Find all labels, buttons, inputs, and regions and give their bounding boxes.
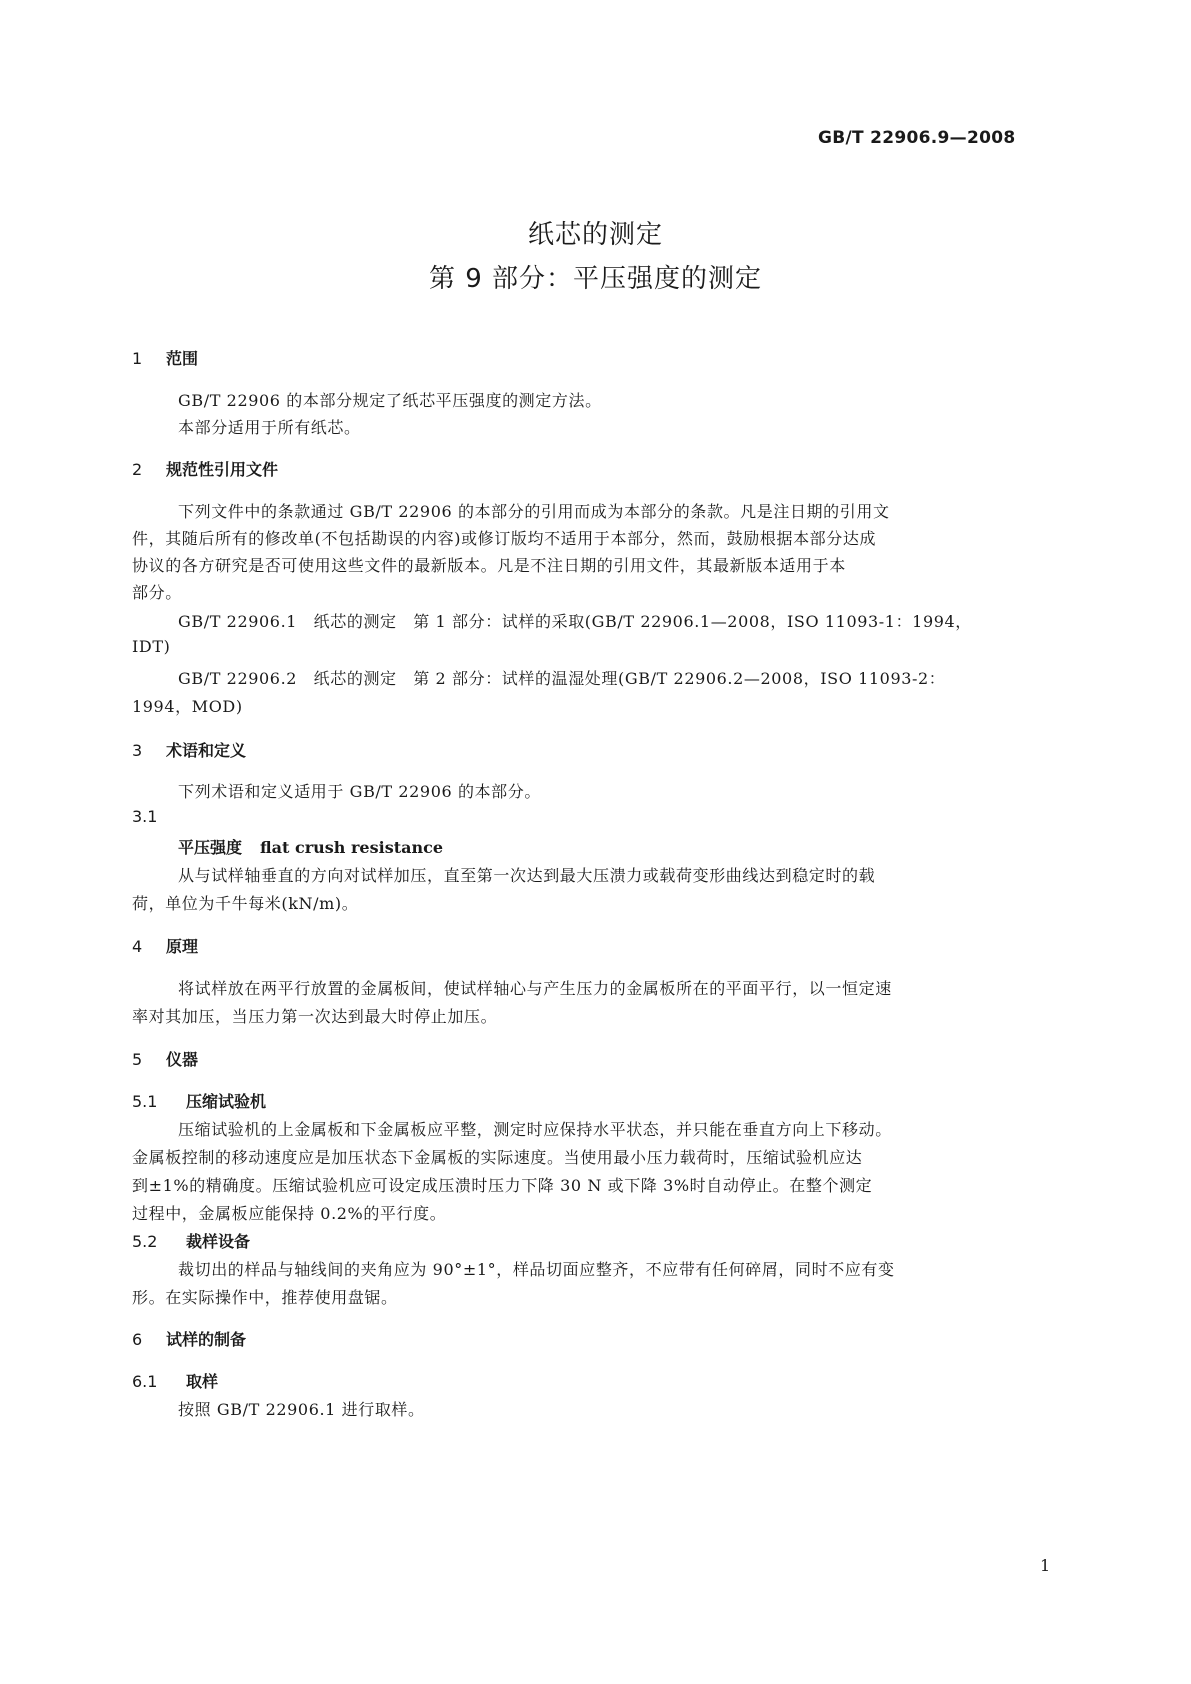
term-english: flat crush resistance	[260, 838, 444, 857]
clause-number: 5.1	[132, 1092, 158, 1111]
page-number: 1	[1040, 1556, 1051, 1575]
clause-6-1-heading	[132, 1369, 218, 1392]
paragraph-line: 过程中，金属板应能保持 0.2%的平行度。	[132, 1204, 447, 1223]
paragraph-line: 协议的各方研究是否可使用这些文件的最新版本。凡是不注日期的引用文件，其最新版本适用于本	[132, 556, 846, 575]
section-title: 仪器	[166, 1050, 199, 1069]
section-title: 试样的制备	[166, 1330, 247, 1349]
paragraph-line: 按照 GB/T 22906.1 进行取样。	[178, 1400, 425, 1419]
section-title: 规范性引用文件	[166, 460, 279, 479]
clause-title: 取样	[186, 1372, 219, 1391]
section-number: 2	[132, 460, 143, 479]
section-4-heading	[132, 934, 198, 957]
paragraph-line: 金属板控制的移动速度应是加压状态下金属板的实际速度。当使用最小压力载荷时，压缩试验机应达	[132, 1148, 863, 1167]
section-title: 术语和定义	[166, 741, 247, 760]
clause-number: 3.1	[132, 807, 158, 826]
section-number: 5	[132, 1050, 143, 1069]
clause-title: 压缩试验机	[186, 1092, 267, 1111]
paragraph-line: 裁切出的样品与轴线间的夹角应为 90°±1°，样品切面应整齐，不应带有任何碎屑，同时不应有变	[178, 1260, 895, 1279]
section-number: 4	[132, 937, 143, 956]
section-1-heading	[132, 346, 198, 369]
reference-line: GB/T 22906.2 纸芯的测定 第 2 部分：试样的温湿处理(GB/T 22906.2—2008，ISO 11093-2：	[178, 669, 946, 688]
document-subtitle: 第 9 部分：平压强度的测定	[428, 264, 763, 294]
section-number: 6	[132, 1330, 143, 1349]
paragraph-line: 到±1%的精确度。压缩试验机应可设定成压溃时压力下降 30 N 或下降 3%时自动停止。在整个测定	[132, 1176, 873, 1195]
paragraph-line: 下列文件中的条款通过 GB/T 22906 的本部分的引用而成为本部分的条款。凡是注日期的引用文	[178, 502, 890, 521]
document-title: 纸芯的测定	[527, 220, 663, 250]
reference-line: IDT)	[132, 637, 171, 656]
reference-line: GB/T 22906.1 纸芯的测定 第 1 部分：试样的采取(GB/T 22906.1—2008，ISO 11093-1：1994，	[178, 612, 972, 631]
section-title: 原理	[166, 937, 199, 956]
paragraph-line: 部分。	[132, 583, 182, 602]
reference-line: 1994，MOD)	[132, 697, 243, 716]
standard-number: GB/T 22906.9—2008	[818, 128, 1016, 148]
paragraph-line: 形。在实际操作中，推荐使用盘锯。	[132, 1288, 398, 1307]
clause-number: 6.1	[132, 1372, 158, 1391]
definition-line: 荷，单位为千牛每米(kN/m)。	[132, 894, 359, 913]
section-6-heading	[132, 1327, 246, 1350]
paragraph-line: 压缩试验机的上金属板和下金属板应平整，测定时应保持水平状态，并只能在垂直方向上下移动。	[178, 1120, 892, 1139]
paragraph-line: 件，其随后所有的修改单(不包括勘误的内容)或修订版均不适用于本部分，然而，鼓励根据本部分达成	[132, 529, 877, 548]
paragraph: 下列术语和定义适用于 GB/T 22906 的本部分。	[178, 782, 541, 801]
term-chinese: 平压强度	[178, 838, 243, 857]
paragraph: GB/T 22906 的本部分规定了纸芯平压强度的测定方法。	[178, 391, 602, 410]
paragraph: 本部分适用于所有纸芯。	[178, 418, 361, 437]
section-number: 3	[132, 741, 143, 760]
section-2-heading	[132, 457, 278, 480]
paragraph-line: 率对其加压，当压力第一次达到最大时停止加压。	[132, 1007, 498, 1026]
section-5-heading	[132, 1047, 198, 1070]
clause-5-2-heading	[132, 1229, 250, 1252]
definition-line: 从与试样轴垂直的方向对试样加压，直至第一次达到最大压溃力或载荷变形曲线达到稳定时的载	[178, 866, 876, 885]
clause-number: 5.2	[132, 1232, 158, 1251]
section-3-heading	[132, 738, 246, 761]
clause-5-1-heading	[132, 1089, 266, 1112]
section-title: 范围	[166, 349, 199, 368]
paragraph-line: 将试样放在两平行放置的金属板间，使试样轴心与产生压力的金属板所在的平面平行，以一恒定速	[178, 979, 892, 998]
clause-title: 裁样设备	[186, 1232, 251, 1251]
section-number: 1	[132, 349, 143, 368]
term-entry	[178, 835, 443, 858]
